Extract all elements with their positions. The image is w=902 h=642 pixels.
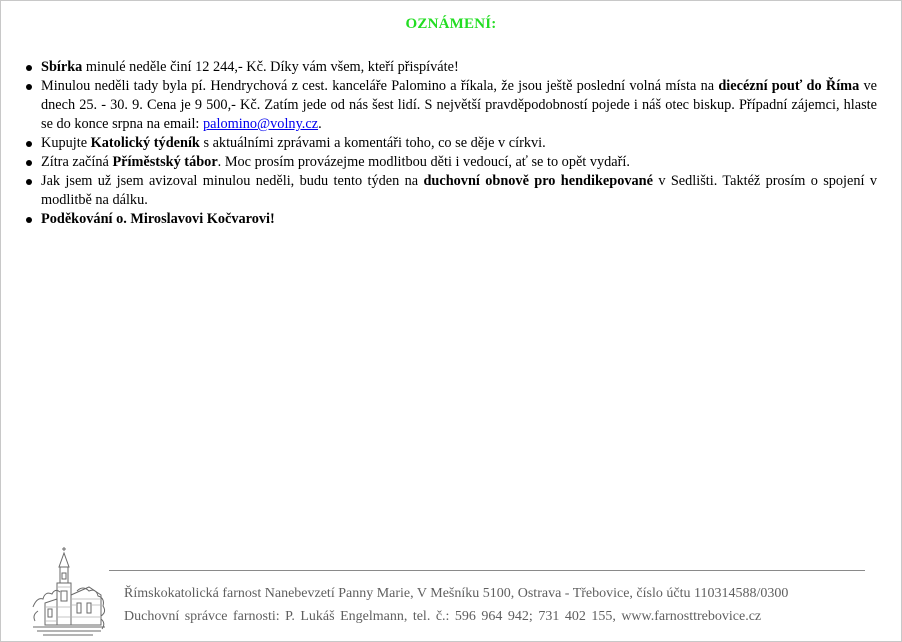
page-title: OZNÁMENÍ: bbox=[405, 16, 497, 32]
footer-contact: Duchovní správce farnosti: P. Lukáš Engelmann, tel. č.: 596 964 942; 731 402 155, www.farnosttrebovice.cz bbox=[124, 609, 762, 624]
announcement-item bbox=[25, 58, 877, 77]
announcement-text: s aktuálními zprávami a komentáři toho, co se děje v církvi. bbox=[199, 135, 546, 151]
announcement-highlight: Poděkování o. Miroslavovi Kočvarovi! bbox=[41, 211, 275, 227]
announcement-list bbox=[25, 58, 877, 229]
announcement-item bbox=[25, 172, 877, 210]
announcement-text: Minulou neděli tady byla pí. Hendrychová z cest. kanceláře Palomino a říkala, že jsou ještě poslední volná místa na bbox=[41, 78, 719, 94]
footer-divider bbox=[109, 570, 865, 571]
announcement-item bbox=[25, 153, 877, 172]
announcement-highlight: Katolický týdeník bbox=[90, 135, 200, 151]
announcement-item bbox=[25, 134, 877, 153]
announcement-highlight: duchovní obnově pro hendikepované bbox=[423, 173, 653, 189]
announcement-text: v Sedlišti. Taktéž prosím o spojení v modlitbě na dálku. bbox=[41, 173, 877, 208]
church-drawing-icon bbox=[31, 547, 107, 639]
announcement-item bbox=[25, 210, 877, 229]
announcement-text: . Moc prosím provázejme modlitbou děti i vedoucí, ať se to opět vydaří. bbox=[217, 154, 630, 170]
announcement-text: minulé neděle činí 12 244,- Kč. Díky vám všem, kteří přispíváte! bbox=[82, 59, 459, 75]
email-link[interactable]: palomino@volny.cz bbox=[202, 116, 319, 132]
announcement-text: Kupujte bbox=[41, 135, 91, 151]
announcement-highlight: Sbírka bbox=[41, 59, 83, 75]
announcement-text: ve dnech 25. - 30. 9. Cena je 9 500,- Kč. Zatím jede od nás šest lidí. S největší pravděpodobností pojede i náš otec biskup. Případní zájemci, hlaste se do konce srpna na email: bbox=[41, 78, 877, 132]
announcement-text: . bbox=[318, 116, 322, 132]
announcement-text: Jak jsem už jsem avizoval minulou neděli, budu tento týden na bbox=[41, 173, 424, 189]
announcement-item bbox=[25, 77, 877, 134]
footer-parish-address: Římskokatolická farnost Nanebevzetí Panny Marie, V Mešníku 5100, Ostrava - Třebovice, číslo účtu 110314588/0300 bbox=[124, 586, 789, 601]
announcement-text: Zítra začíná bbox=[41, 154, 113, 170]
announcement-highlight: diecézní pouť do Říma bbox=[718, 78, 860, 94]
announcement-highlight: Příměstský tábor bbox=[112, 154, 218, 170]
